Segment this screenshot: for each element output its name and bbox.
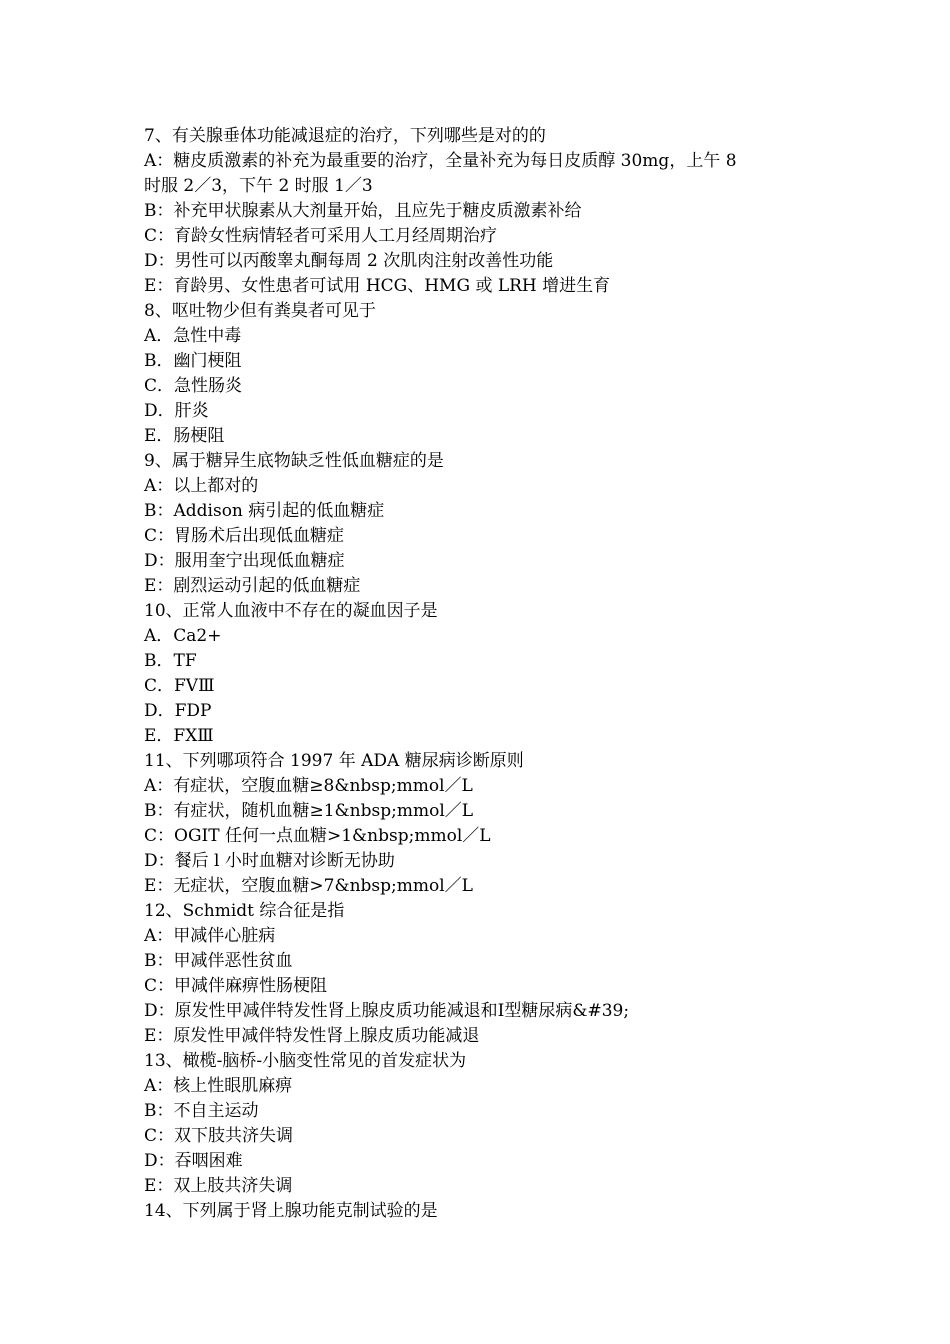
text-line: 7、有关腺垂体功能减退症的治疗，下列哪些是对的的 bbox=[144, 126, 546, 146]
text-line: C：双下肢共济失调 bbox=[144, 1126, 294, 1146]
text-line: 9、属于糖异生底物缺乏性低血糖症的是 bbox=[144, 451, 444, 471]
text-line: E．肠梗阻 bbox=[144, 426, 225, 446]
question-list bbox=[144, 124, 814, 1224]
text-line: B：Addison 病引起的低血糖症 bbox=[144, 501, 385, 521]
text-line: B：不自主运动 bbox=[144, 1101, 259, 1121]
text-line: D．FDP bbox=[144, 701, 212, 721]
text-line: B．TF bbox=[144, 651, 197, 671]
text-line: A．Ca2+ bbox=[144, 626, 222, 646]
text-line: E：剧烈运动引起的低血糖症 bbox=[144, 576, 361, 596]
text-line: C．FVⅢ bbox=[144, 676, 215, 696]
text-line: 时服 2／3，下午 2 时服 1／3 bbox=[144, 176, 373, 196]
text-line: E．FⅩⅢ bbox=[144, 726, 214, 746]
text-line: A．急性中毒 bbox=[144, 326, 242, 346]
text-line: D：男性可以丙酸睾丸酮每周 2 次肌肉注射改善性功能 bbox=[144, 251, 554, 271]
text-line: E：育龄男、女性患者可试用 HCG、HMG 或 LRH 增进生育 bbox=[144, 276, 611, 296]
text-line: 11、下列哪项符合 1997 年 ADA 糖尿病诊断原则 bbox=[144, 751, 524, 771]
text-line: A：以上都对的 bbox=[144, 476, 259, 496]
text-line: 12、Schmidt 综合征是指 bbox=[144, 901, 345, 921]
text-line: B：甲减伴恶性贫血 bbox=[144, 951, 293, 971]
text-line: A：甲减伴心脏病 bbox=[144, 926, 276, 946]
text-line: E：无症状，空腹血糖>7&nbsp;mmol／L bbox=[144, 876, 473, 896]
text-line: E：双上肢共济失调 bbox=[144, 1176, 293, 1196]
text-line: B：有症状，随机血糖≥1&nbsp;mmol／L bbox=[144, 801, 474, 821]
text-line: D：餐后 l 小时血糖对诊断无协助 bbox=[144, 851, 395, 871]
text-line: B：补充甲状腺素从大剂量开始，且应先于糖皮质激素补给 bbox=[144, 201, 582, 221]
text-line: E：原发性甲减伴特发性肾上腺皮质功能减退 bbox=[144, 1026, 480, 1046]
text-line: 8、呕吐物少但有粪臭者可见于 bbox=[144, 301, 376, 321]
text-line: D：服用奎宁出现低血糖症 bbox=[144, 551, 345, 571]
text-line: C：胃肠术后出现低血糖症 bbox=[144, 526, 345, 546]
text-line: C．急性肠炎 bbox=[144, 376, 243, 396]
text-line: C：OGIT 任何一点血糖>1&nbsp;mmol／L bbox=[144, 826, 491, 846]
text-line: B．幽门梗阻 bbox=[144, 351, 242, 371]
text-line: A：糖皮质激素的补充为最重要的治疗，全量补充为每日皮质醇 30mg，上午 8 bbox=[144, 151, 737, 171]
text-line: C：甲减伴麻痹性肠梗阻 bbox=[144, 976, 328, 996]
text-line: A：核上性眼肌麻痹 bbox=[144, 1076, 293, 1096]
text-line: 10、正常人血液中不存在的凝血因子是 bbox=[144, 601, 438, 621]
text-line: 13、橄榄-脑桥-小脑变性常见的首发症状为 bbox=[144, 1051, 467, 1071]
text-line: C：育龄女性病情轻者可采用人工月经周期治疗 bbox=[144, 226, 498, 246]
text-line: 14、下列属于肾上腺功能克制试验的是 bbox=[144, 1201, 438, 1221]
text-line: D：吞咽困难 bbox=[144, 1151, 243, 1171]
text-line: A：有症状，空腹血糖≥8&nbsp;mmol／L bbox=[144, 776, 473, 796]
text-line: D．肝炎 bbox=[144, 401, 209, 421]
text-line: D：原发性甲减伴特发性肾上腺皮质功能减退和Ⅰ型糖尿病&#39; bbox=[144, 1001, 630, 1021]
